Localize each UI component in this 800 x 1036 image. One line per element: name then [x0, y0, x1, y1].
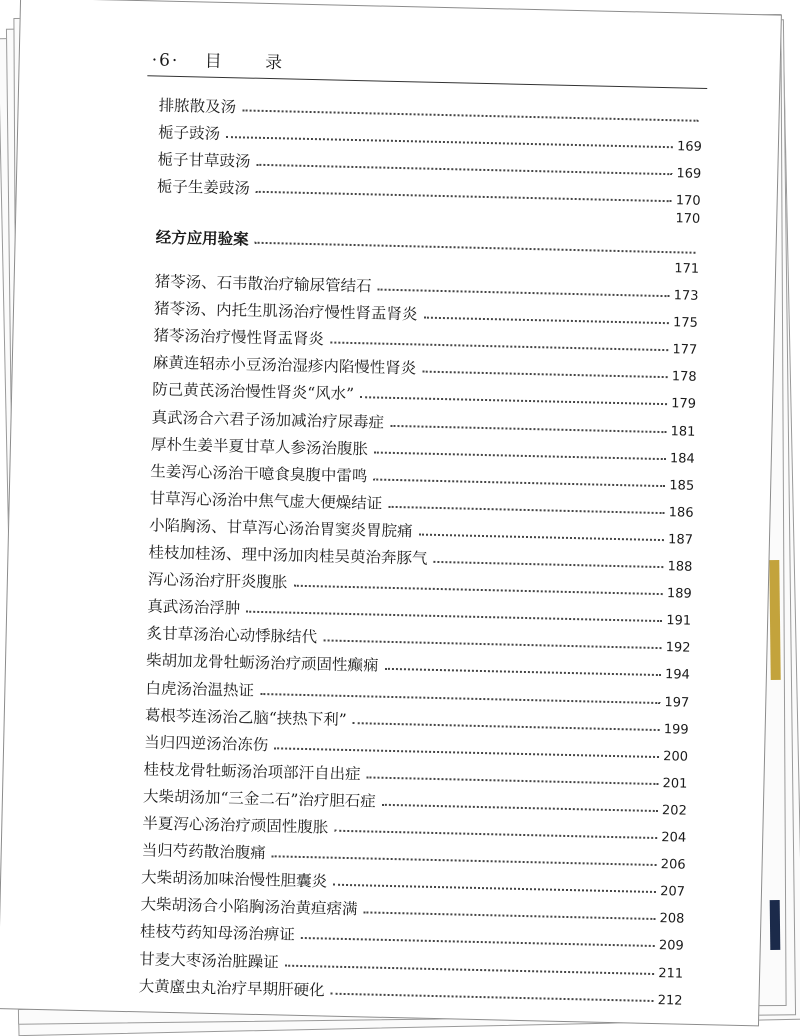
entry-title: 当归芍药散治腹痛 [141, 841, 266, 863]
leader-dots [285, 963, 655, 974]
leader-dots [382, 803, 658, 812]
leader-dots [330, 341, 669, 352]
entry-title: 大黄䗪虫丸治疗早期肝硬化 [138, 976, 325, 1000]
entry-title: 甘麦大枣汤治脏躁证 [139, 949, 279, 971]
leader-dots [274, 746, 659, 758]
entry-title: 桂枝加桂汤、理中汤加肉桂吴萸治奔豚气 [148, 543, 428, 568]
entry-page: 194 [664, 667, 691, 684]
entry-page: 189 [666, 586, 692, 602]
leader-dots [323, 639, 662, 650]
entry-page: 206 [660, 857, 686, 873]
leader-dots [360, 396, 667, 406]
entry-title: 猪苓汤、石韦散治疗输尿管结石 [154, 272, 372, 296]
leader-dots [293, 584, 663, 595]
entry-page: 173 [673, 288, 699, 304]
entry-title: 栀子生姜豉汤 [156, 177, 251, 198]
leader-dots [363, 911, 655, 921]
leader-dots [373, 477, 665, 487]
entry-page: 178 [671, 369, 697, 386]
entry-page: 204 [661, 830, 687, 846]
entry-page: 211 [658, 965, 684, 982]
entry-title: 当归四逆汤治冻伤 [144, 733, 269, 754]
entry-title: 桂枝芍药知母汤治痹证 [139, 922, 296, 945]
entry-title: 猪苓汤治疗慢性肾盂肾炎 [153, 326, 325, 349]
entry-title: 葛根芩连汤治乙脑“挟热下利” [144, 705, 347, 729]
entry-page: 192 [665, 640, 691, 657]
book-cover-edge-lower [770, 900, 781, 950]
book-cover-edge [769, 560, 780, 680]
leader-dots [260, 691, 661, 703]
leader-dots [256, 190, 672, 202]
entry-page: 197 [664, 694, 690, 711]
header-page-number: ·6· [151, 50, 180, 71]
leader-dots [331, 991, 654, 1001]
entry-page: 188 [667, 559, 693, 575]
leader-dots [423, 316, 669, 325]
entry-title: 柴胡加龙骨牡蛎汤治疗顽固性癫痫 [145, 651, 379, 676]
section-page: 171 [674, 261, 700, 277]
leader-dots [388, 505, 665, 514]
leader-dots [422, 370, 668, 379]
leader-dots [374, 450, 666, 460]
entry-page: 181 [670, 423, 696, 440]
entry-title: 厚朴生姜半夏甘草人参汤治腹胀 [150, 435, 369, 458]
leader-dots [390, 423, 667, 432]
entry-page: 212 [657, 992, 683, 1009]
entry-title: 防己黄芪汤治慢性肾炎“风水” [152, 380, 355, 404]
entry-title: 泻心汤治疗肝炎腹胀 [147, 570, 288, 592]
entry-title: 生姜泻心汤治干噫食臭腹中雷鸣 [150, 462, 368, 486]
entry-page: 170 [675, 193, 701, 209]
leader-dots [366, 775, 658, 785]
leader-dots [333, 883, 656, 893]
entry-page: 185 [669, 477, 695, 494]
leader-dots [272, 854, 657, 866]
entry-title: 大柴胡汤加“三金二石”治疗胆石症 [142, 787, 377, 811]
entry-page: 186 [668, 505, 694, 521]
leader-dots [334, 829, 657, 839]
leader-dots [353, 721, 660, 731]
entry-page: 175 [672, 315, 699, 331]
entry-title: 麻黄连轺赤小豆汤治湿疹内陷慢性肾炎 [152, 353, 417, 378]
entry-title: 半夏泻心汤治疗顽固性腹胀 [142, 814, 329, 837]
entry-title: 真武汤合六君子汤加减治疗尿毒症 [151, 407, 385, 432]
running-header [151, 45, 284, 73]
entry-title: 猪苓汤、内托生肌汤治疗慢性肾盂肾炎 [153, 299, 418, 324]
leader-dots [419, 532, 665, 541]
entry-title: 栀子甘草豉汤 [157, 150, 251, 171]
entry-title: 桂枝龙骨牡蛎汤治项部汗自出症 [143, 760, 361, 784]
entry-page: 177 [672, 342, 698, 358]
entry-page: 191 [666, 613, 692, 629]
entry-title: 白虎汤治温热证 [145, 678, 255, 700]
toc-section-heading[interactable] [155, 221, 699, 259]
entry-title: 排脓散及汤 [158, 96, 237, 117]
entry-title: 大柴胡汤加味治慢性胆囊炎 [140, 868, 328, 891]
entry-title: 栀子豉汤 [157, 123, 221, 143]
leader-dots [301, 936, 655, 947]
entry-page: 184 [669, 450, 695, 467]
leader-dots [378, 288, 670, 298]
header-rule [147, 75, 707, 89]
section-title: 经方应用验案 [155, 228, 249, 249]
entry-page: 209 [658, 938, 684, 955]
header-title-left: 目 [204, 51, 224, 72]
table-of-contents [138, 90, 703, 1009]
entry-page: 201 [662, 775, 688, 792]
entry-page: 208 [659, 911, 685, 927]
entry-page: 187 [667, 532, 694, 548]
entry-page-continued: 170 [675, 211, 701, 227]
entry-page: 169 [676, 139, 703, 155]
header-title-right: 录 [264, 52, 285, 74]
entry-title: 大柴胡汤合小陷胸汤治黄疸痞满 [140, 895, 358, 919]
entry-title: 小陷胸汤、甘草泻心汤治胃窦炎胃脘痛 [148, 516, 413, 541]
entry-title: 炙甘草汤治心动悸脉结代 [146, 624, 318, 647]
leader-dots [255, 241, 696, 254]
entry-page: 169 [676, 166, 702, 182]
leader-dots [433, 560, 663, 568]
entry-page: 207 [659, 884, 686, 900]
entry-page: 200 [663, 748, 689, 765]
leader-dots [384, 667, 661, 676]
entry-page: 202 [661, 803, 687, 819]
entry-page: 199 [663, 721, 689, 738]
entry-title: 甘草泻心汤治中焦气虚大便燥结证 [149, 489, 383, 513]
entry-title: 真武汤治浮肿 [147, 597, 241, 618]
entry-page: 179 [671, 396, 697, 413]
